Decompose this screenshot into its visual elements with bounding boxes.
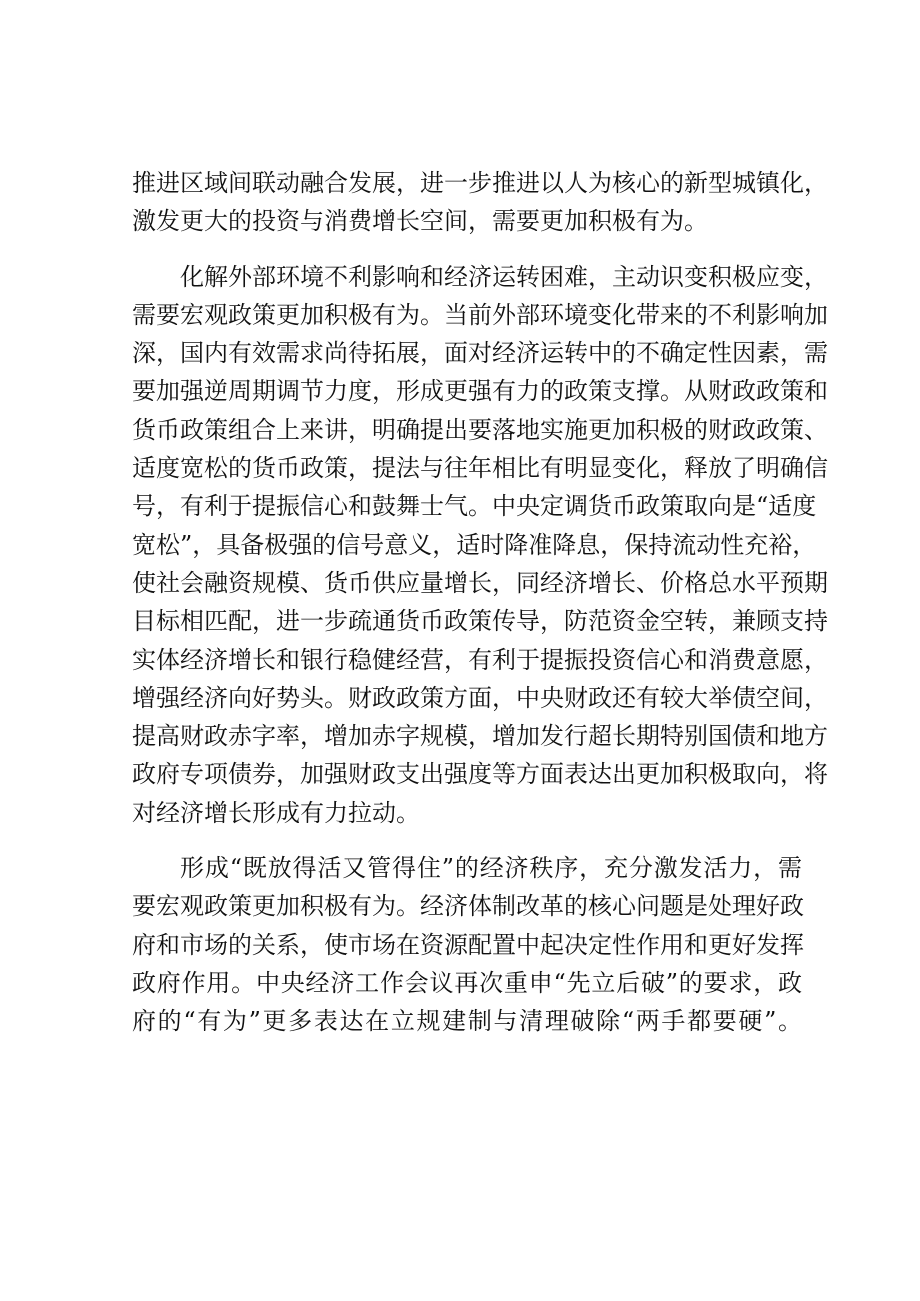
text-line: 实体经济增长和银行稳健经营，有利于提振投资信心和消费意愿， xyxy=(132,645,828,674)
text-line: 深，国内有效需求尚待拓展，面对经济运转中的不确定性因素，需 xyxy=(132,339,828,368)
text-line: 化解外部环境不利影响和经济运转困难，主动识变积极应变， xyxy=(180,262,828,291)
text-line: 目标相匹配，进一步疏通货币政策传导，防范资金空转，兼顾支持 xyxy=(132,607,828,636)
text-line: 对经济增长形成有力拉动。 xyxy=(132,798,420,827)
text-line: 需要宏观政策更加积极有为。当前外部环境变化带来的不利影响加 xyxy=(132,300,828,329)
text-line: 政府作用。中央经济工作会议再次重申“先立后破”的要求，政 xyxy=(132,968,802,997)
text-line: 提高财政赤字率，增加赤字规模，增加发行超长期特别国债和地方 xyxy=(132,722,828,751)
text-line: 形成“既放得活又管得住”的经济秩序，充分激发活力，需 xyxy=(180,854,802,883)
body-text xyxy=(132,164,828,1041)
text-line: 适度宽松的货币政策，提法与往年相比有明显变化，释放了明确信 xyxy=(132,454,828,483)
text-line: 激发更大的投资与消费增长空间，需要更加积极有为。 xyxy=(132,207,708,236)
text-line: 货币政策组合上来讲，明确提出要落地实施更加积极的财政政策、 xyxy=(132,415,828,444)
text-line: 使社会融资规模、货币供应量增长，同经济增长、价格总水平预期 xyxy=(132,568,828,597)
paragraph-3 xyxy=(132,849,802,1040)
text-line: 府和市场的关系，使市场在资源配置中起决定性作用和更好发挥 xyxy=(132,930,804,959)
text-line: 推进区域间联动融合发展，进一步推进以人为核心的新型城镇化， xyxy=(132,169,828,197)
text-line: 宽松”，具备极强的信号意义，适时降准降息，保持流动性充裕， xyxy=(132,530,817,559)
paragraph-2 xyxy=(132,258,828,832)
paragraph-1 xyxy=(132,164,828,241)
text-line: 要宏观政策更加积极有为。经济体制改革的核心问题是处理好政 xyxy=(132,892,804,921)
text-line: 府的“有为”更多表达在立规建制与清理破除“两手都要硬”。 xyxy=(132,1007,802,1036)
text-line: 政府专项债券，加强财政支出强度等方面表达出更加积极取向，将 xyxy=(132,760,828,789)
text-line: 号，有利于提振信心和鼓舞士气。中央定调货币政策取向是“适度 xyxy=(132,492,817,521)
text-line: 要加强逆周期调节力度，形成更强有力的政策支撑。从财政政策和 xyxy=(132,377,828,406)
text-line: 增强经济向好势头。财政政策方面，中央财政还有较大举债空间， xyxy=(132,683,828,712)
